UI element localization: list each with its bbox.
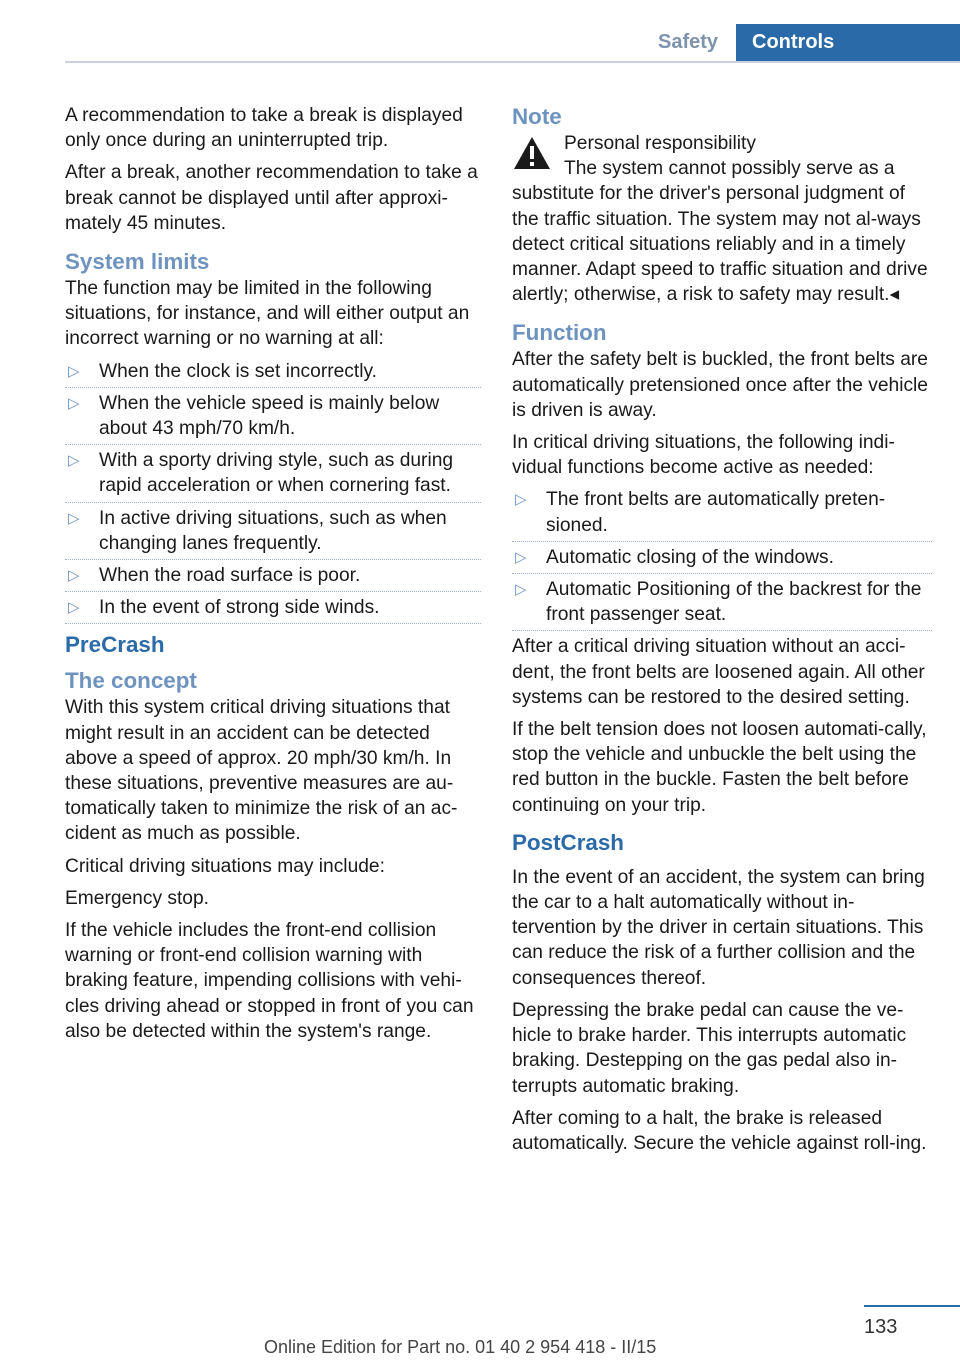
function-heading: Function [512,320,607,346]
list-item [512,545,932,570]
function-list [512,487,932,627]
header-tab-controls: Controls [736,24,960,61]
belt-tension-text: If the belt tension does not loosen automati-cally, stop the vehicle and unbuckle the belt using the red button in the buckle. Fasten the belt before continuing on your trip. [512,719,927,816]
list-item-text: When the clock is set incorrectly. [99,360,377,382]
list-item-text: In active driving situations, such as when changing lanes frequently. [99,507,447,554]
list-item-text: When the vehicle speed is mainly below about 43 mph/70 km/h. [99,392,440,440]
left-column [65,103,481,1051]
postcrash-heading: PostCrash [512,829,624,855]
bullet-arrow-icon: ▷ [68,394,80,412]
edition-footer: Online Edition for Part no. 01 40 2 954 418 - II/15 [264,1337,657,1357]
note-title: Personal responsibility [564,133,756,154]
concept-text: With this system critical driving situations that might result in an accident can be detected above a speed of approx. 20 mph/30 km/h. In these situations, preventive measures are au-tomatically taken to minimize the risk of an ac-cident as much as possible. [65,697,458,845]
list-item [65,595,481,620]
list-item-text: The front belts are automatically preten-sioned. [546,489,886,536]
collision-warning-text: If the vehicle includes the front-end collision warning or front-end collision warning with braking feature, impending collisions with vehi-cles driving ahead or stopped in front of you can also be detected within the system's range. [65,920,474,1042]
concept-heading: The concept [65,668,197,694]
brake-pedal-text: Depressing the brake pedal can cause the ve-hicle to brake harder. This interrupts automatic braking. Destepping on the gas pedal also in-terrupts automatic braking. [512,999,907,1097]
bullet-arrow-icon: ▷ [68,599,80,617]
bullet-arrow-icon: ▷ [68,567,80,585]
list-item [65,391,481,441]
precrash-heading: PreCrash [65,632,165,658]
system-limits-heading: System limits [65,249,210,275]
list-item [512,577,932,627]
bullet-arrow-icon: ▷ [515,548,527,566]
function-text: After the safety belt is buckled, the front belts are automatically pretensioned once after the vehicle is driven is away. [512,349,928,421]
bullet-arrow-icon: ▷ [68,362,80,380]
list-item-text: Automatic Positioning of the backrest for the front passenger seat. [546,579,922,626]
list-item [65,563,481,588]
system-limits-intro: The function may be limited in the following situations, for instance, and will either output an incorrect warning or no warning at all: [65,278,470,350]
list-item-text: In the event of strong side winds. [99,597,380,619]
belts-loosened-text: After a critical driving situation without an acci-dent, the front belts are loosened again. All other systems can be restored to the desired setting. [512,636,925,708]
break-recommendation-text: A recommendation to take a break is displayed only once during an uninterrupted trip. [65,105,463,152]
note-text: substitute for the driver's personal judgment of the traffic situation. The system may not al-ways detect critical situations reliably and in a timely manner. Adapt speed to traffic situation and drive alertly; otherwise, a risk to safety may result.◂ [512,183,928,306]
page-number: 133 [864,1316,898,1338]
bullet-arrow-icon: ▷ [68,452,80,470]
function-critical-text: In critical driving situations, the following indi-vidual functions become active as needed: [512,432,895,479]
critical-situations-text: Critical driving situations may include: [65,855,385,877]
list-item [512,487,932,537]
right-column [512,103,932,1163]
bullet-arrow-icon: ▷ [515,581,527,599]
list-item [65,359,481,384]
list-item-text: Automatic closing of the windows. [546,546,834,568]
bullet-arrow-icon: ▷ [515,491,527,509]
note-block [512,131,932,307]
footer-divider [864,1305,960,1307]
postcrash-text: In the event of an accident, the system can bring the car to a halt automatically without in-tervention by the driver in certain situations. This can reduce the risk of a further collision and the consequences thereof. [512,866,925,989]
emergency-stop-text: Emergency stop. [65,887,209,909]
warning-triangle-icon [512,135,552,171]
halt-text: After coming to a halt, the brake is released automatically. Secure the vehicle against roll-ing. [512,1107,927,1154]
note-first-line: The system cannot possibly serve as a [564,158,895,180]
header-tab-safety: Safety [657,31,719,53]
list-item-text: With a sporty driving style, such as during rapid acceleration or when cornering fast. [99,450,454,497]
list-item [65,506,481,556]
note-heading: Note [512,104,562,129]
list-item-text: When the road surface is poor. [99,565,361,587]
bullet-arrow-icon: ▷ [68,509,80,527]
header-divider [65,61,960,63]
break-interval-text: After a break, another recommendation to take a break cannot be displayed until after approxi-mately 45 minutes. [65,162,478,234]
system-limits-list [65,359,481,621]
list-item [65,448,481,498]
